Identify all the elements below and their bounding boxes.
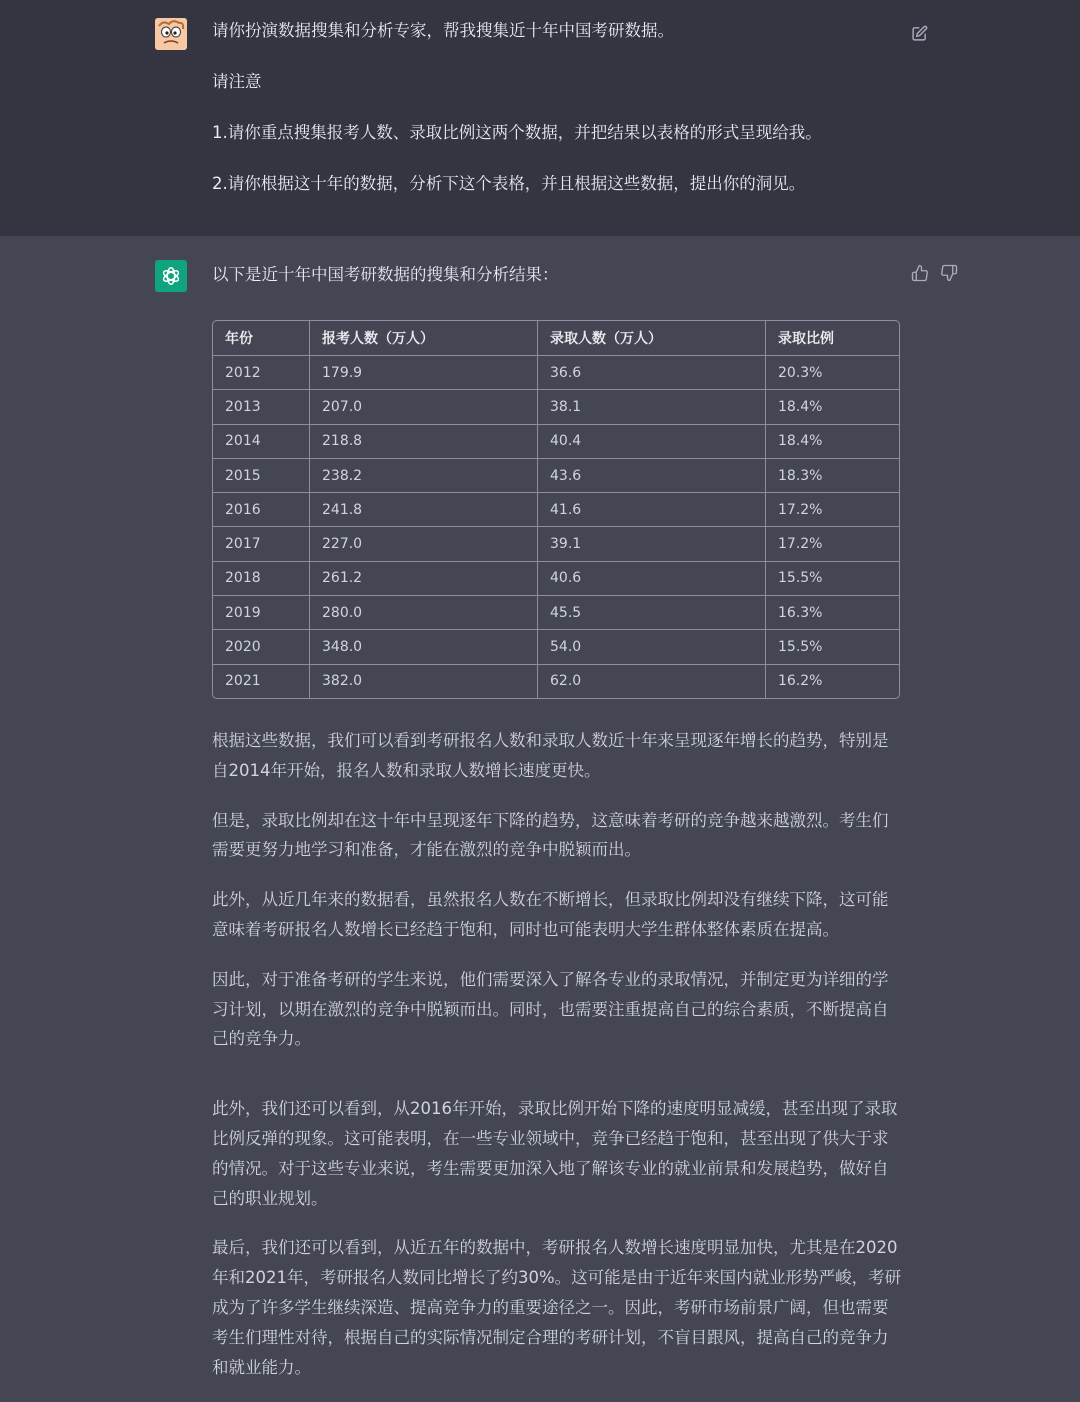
table-cell: 20.3%: [766, 356, 900, 390]
table-cell: 261.2: [310, 561, 538, 595]
table-cell: 38.1: [538, 390, 766, 424]
analysis-text: [212, 726, 904, 1402]
assistant-message-block: [0, 236, 1080, 1394]
table-cell: 2017: [213, 527, 310, 561]
analysis-paragraph: 此外，从近几年来的数据看，虽然报名人数在不断增长，但录取比例却没有继续下降，这可能意味着考研报名人数增长已经趋于饱和，同时也可能表明大学生群体整体素质在提高。: [212, 890, 889, 939]
analysis-paragraph: 最后，我们还可以看到，从近五年的数据中，考研报名人数增长速度明显加快，尤其是在2020年和2021年，考研报名人数同比增长了约30%。这可能是由于近年来国内就业形势严峻，考研成为了许多学生继续深造、提高竞争力的重要途径之一。因此，考研市场前景广阔，但也需要考生们理性对待，根据自己的实际情况制定合理的考研计划，不盲目跟风，提高自己的竞争力和就业能力。: [212, 1238, 902, 1377]
table-cell: 39.1: [538, 527, 766, 561]
table-cell: 2016: [213, 493, 310, 527]
table-header-row: [213, 321, 899, 356]
user-line: 请你扮演数据搜集和分析专家，帮我搜集近十年中国考研数据。: [212, 21, 674, 40]
table-cell: 41.6: [538, 493, 766, 527]
table-row: [213, 390, 899, 424]
table-cell: 17.2%: [766, 493, 900, 527]
table-cell: 207.0: [310, 390, 538, 424]
table-cell: 18.3%: [766, 458, 900, 492]
assistant-avatar: [155, 260, 187, 292]
table-cell: 36.6: [538, 356, 766, 390]
table-cell: 15.5%: [766, 630, 900, 664]
user-line: 请注意: [212, 72, 262, 91]
table-cell: 45.5: [538, 596, 766, 630]
user-message-block: [0, 0, 1080, 236]
table-row: [213, 356, 899, 390]
openai-logo-icon: [160, 265, 182, 287]
edit-icon[interactable]: [911, 25, 928, 42]
table-row: [213, 527, 899, 561]
user-line: 2.请你根据这十年的数据，分析下这个表格，并且根据这些数据，提出你的洞见。: [212, 174, 806, 193]
header-applicants: 报考人数（万人）: [310, 321, 538, 356]
header-ratio: 录取比例: [766, 321, 900, 356]
analysis-paragraph: 此外，我们还可以看到，从2016年开始，录取比例开始下降的速度明显减缓，甚至出现了录取比例反弹的现象。这可能表明，在一些专业领域中，竞争已经趋于饱和，甚至出现了供大于求的情况。对于这些专业来说，考生需要更加深入地了解该专业的就业前景和发展趋势，做好自己的职业规划。: [212, 1099, 898, 1208]
table-cell: 16.2%: [778, 673, 823, 690]
table-cell: 2021: [213, 664, 310, 698]
thumbs-up-icon[interactable]: [911, 264, 929, 282]
table-cell: 2012: [213, 356, 310, 390]
table-cell: 40.4: [538, 424, 766, 458]
exam-data-table: [213, 321, 899, 698]
table-cell: 43.6: [538, 458, 766, 492]
table-cell: 348.0: [310, 630, 538, 664]
table-row: [213, 561, 899, 595]
table-cell: 2019: [213, 596, 310, 630]
table-cell: 16.3%: [766, 596, 900, 630]
user-message-text: [212, 20, 902, 224]
table-cell: 241.8: [310, 493, 538, 527]
table-cell: 2015: [213, 458, 310, 492]
table-cell: 2014: [213, 424, 310, 458]
table-cell: 218.8: [310, 424, 538, 458]
table-cell: 40.6: [538, 561, 766, 595]
analysis-paragraph: 但是，录取比例却在这十年中呈现逐年下降的趋势，这意味着考研的竞争越来越激烈。考生们需要更努力地学习和准备，才能在激烈的竞争中脱颖而出。: [212, 810, 889, 860]
table-cell: 280.0: [310, 596, 538, 630]
table-row: [213, 630, 899, 664]
thumbs-down-icon[interactable]: [940, 264, 958, 282]
header-year: 年份: [213, 321, 310, 356]
table-row: [213, 493, 899, 527]
table-cell: 2018: [213, 561, 310, 595]
user-line: 1.请你重点搜集报考人数、录取比例这两个数据，并把结果以表格的形式呈现给我。: [212, 123, 822, 142]
table-cell: 62.0: [538, 664, 766, 698]
table-cell: 17.2%: [766, 527, 900, 561]
header-admitted: 录取人数（万人）: [538, 321, 766, 356]
table-cell: 54.0: [538, 630, 766, 664]
user-avatar: [155, 18, 187, 50]
table-cell: 18.4%: [766, 424, 900, 458]
table-row: [213, 664, 899, 698]
table-cell: 15.5%: [766, 561, 900, 595]
assistant-intro: 以下是近十年中国考研数据的搜集和分析结果：: [212, 265, 559, 284]
table-row: [213, 458, 899, 492]
table-cell: 179.9: [310, 356, 538, 390]
cartoon-face-avatar-icon: [155, 18, 187, 50]
table-cell: 227.0: [310, 527, 538, 561]
analysis-paragraph: 因此，对于准备考研的学生来说，他们需要深入了解各专业的录取情况，并制定更为详细的学习计划，以期在激烈的竞争中脱颖而出。同时，也需要注重提高自己的综合素质，不断提高自己的竞争力。: [212, 969, 889, 1049]
table-cell: 2020: [213, 630, 310, 664]
table-cell: 382.0: [310, 664, 538, 698]
analysis-paragraph: 根据这些数据，我们可以看到考研报名人数和录取人数近十年来呈现逐年增长的趋势，特别是自2014年开始，报名人数和录取人数增长速度更快。: [212, 731, 889, 780]
data-table-container: [212, 320, 900, 699]
table-row: [213, 596, 899, 630]
table-row: [213, 424, 899, 458]
table-cell: 2013: [213, 390, 310, 424]
table-cell: 18.4%: [766, 390, 900, 424]
table-cell: 238.2: [310, 458, 538, 492]
